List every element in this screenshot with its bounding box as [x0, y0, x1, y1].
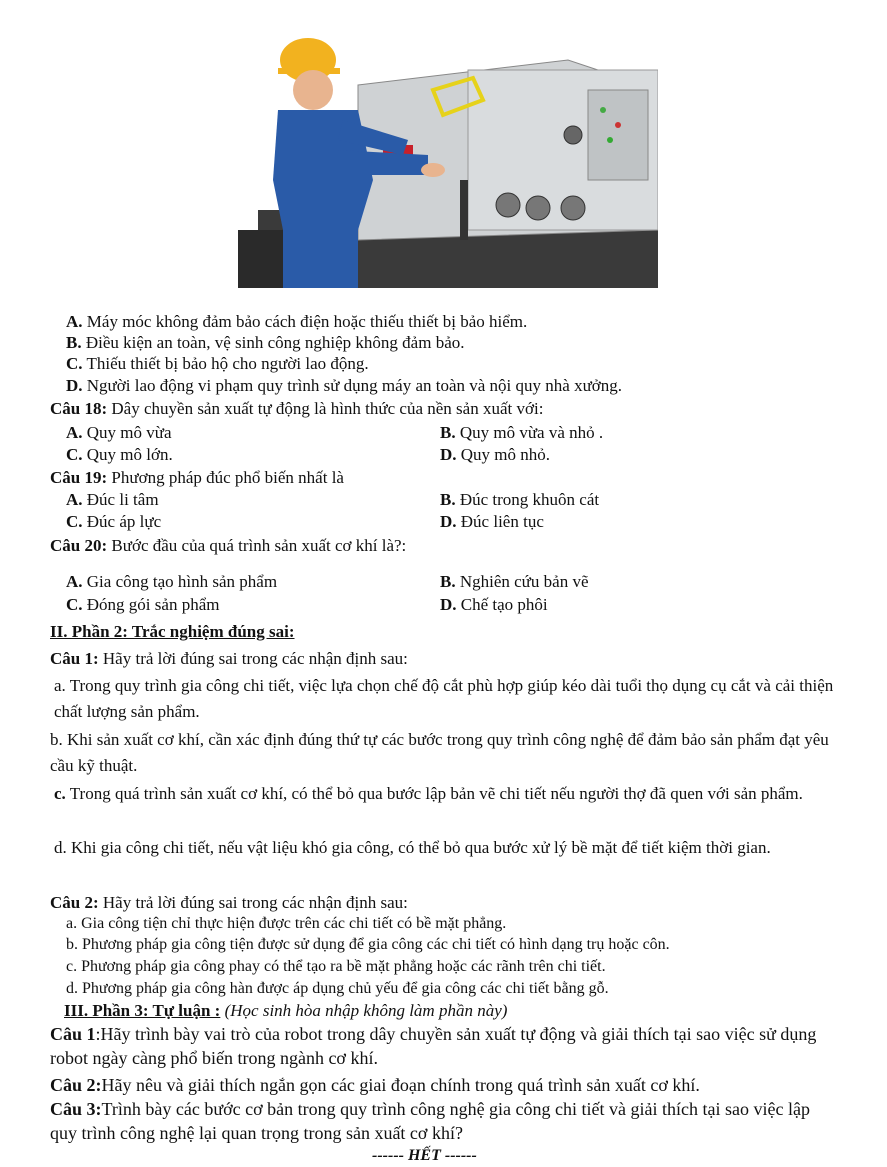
q18-option-b: B. Quy mô vừa và nhỏ .	[440, 423, 604, 442]
q18-stem: Câu 18: Dây chuyền sản xuất tự động là hình thức của nền sản xuất với:	[50, 399, 544, 418]
part2-q2-b: b. Phương pháp gia công tiện được sử dụng để gia công các chi tiết có hình dạng trụ hoặc côn.	[66, 936, 670, 953]
q19-option-a: A. Đúc li tâm	[66, 490, 159, 509]
part2-q2-stem: Câu 2: Hãy trả lời đúng sai trong các nhận định sau:	[50, 893, 408, 912]
q20-stem: Câu 20: Bước đầu của quá trình sản xuất cơ khí là?:	[50, 536, 407, 555]
part2-q1-stem: Câu 1: Hãy trả lời đúng sai trong các nhận định sau:	[50, 649, 408, 668]
part3-q3: Câu 3:Trình bày các bước cơ bản trong quy trình công nghệ gia công chi tiết và giải thích tại sao việc lập quy trình công nghệ lại quan trọng trong sản xuất cơ khí?	[50, 1099, 810, 1143]
worker-lathe-illustration	[238, 30, 658, 288]
q18-option-c: C. Quy mô lớn.	[66, 445, 173, 464]
end-marker: ------ HẾT ------	[372, 1147, 477, 1164]
q20-option-d: D. Chế tạo phôi	[440, 595, 548, 614]
part2-heading: II. Phần 2: Trắc nghiệm đúng sai:	[50, 622, 295, 641]
part2-q1-b: b. Khi sản xuất cơ khí, cần xác định đúng thứ tự các bước trong quy trình công nghệ để đảm bảo sản phẩm đạt yêu cầu kỹ thuật.	[50, 730, 829, 775]
q17-option-b: B. Điều kiện an toàn, vệ sinh công nghiệp không đảm bảo.	[66, 333, 465, 352]
q19-stem: Câu 19: Phương pháp đúc phổ biến nhất là	[50, 468, 344, 487]
q17-option-a: A. Máy móc không đảm bảo cách điện hoặc thiếu thiết bị bảo hiểm.	[66, 312, 528, 331]
part2-q2-a: a. Gia công tiện chỉ thực hiện được trên các chi tiết có bề mặt phẳng.	[66, 915, 507, 932]
q19-option-b: B. Đúc trong khuôn cát	[440, 490, 600, 509]
part2-q1-a: a. Trong quy trình gia công chi tiết, việc lựa chọn chế độ cắt phù hợp giúp kéo dài tuổi thọ dụng cụ cắt và cải thiện chất lượng sản phẩm.	[54, 676, 834, 721]
q19-option-c: C. Đúc áp lực	[66, 512, 162, 531]
q20-option-a: A. Gia công tạo hình sản phẩm	[66, 572, 278, 591]
q18-option-a: A. Quy mô vừa	[66, 423, 172, 442]
q18-option-d: D. Quy mô nhỏ.	[440, 445, 551, 464]
q19-option-d: D. Đúc liên tục	[440, 512, 544, 531]
part2-q1-c: c. Trong quá trình sản xuất cơ khí, có thể bỏ qua bước lập bản vẽ chi tiết nếu người thợ đã quen với sản phẩm.	[54, 784, 803, 803]
q20-option-b: B. Nghiên cứu bản vẽ	[440, 572, 589, 591]
part2-q1-d: d. Khi gia công chi tiết, nếu vật liệu khó gia công, có thể bỏ qua bước xử lý bề mặt để tiết kiệm thời gian.	[54, 838, 771, 857]
part3-q2: Câu 2:Hãy nêu và giải thích ngắn gọn các giai đoạn chính trong quá trình sản xuất cơ khí.	[50, 1075, 700, 1095]
part3-heading: III. Phần 3: Tự luận : (Học sinh hòa nhập không làm phần này)	[64, 1001, 508, 1020]
q20-option-c: C. Đóng gói sản phẩm	[66, 595, 220, 614]
part2-q2-d: d. Phương pháp gia công hàn được áp dụng chủ yếu để gia công các chi tiết bằng gỗ.	[66, 980, 609, 997]
q17-option-c: C. Thiếu thiết bị bảo hộ cho người lao động.	[66, 354, 369, 373]
part3-q1: Câu 1:Hãy trình bày vai trò của robot trong dây chuyền sản xuất tự động và giải thích tại sao việc sử dụng robot ngày càng phổ biến trong ngành cơ khí.	[50, 1024, 817, 1068]
part2-q2-c: c. Phương pháp gia công phay có thể tạo ra bề mặt phẳng hoặc các rãnh trên chi tiết.	[66, 958, 606, 975]
q17-option-d: D. Người lao động vi phạm quy trình sử dụng máy an toàn và nội quy nhà xưởng.	[66, 376, 623, 395]
